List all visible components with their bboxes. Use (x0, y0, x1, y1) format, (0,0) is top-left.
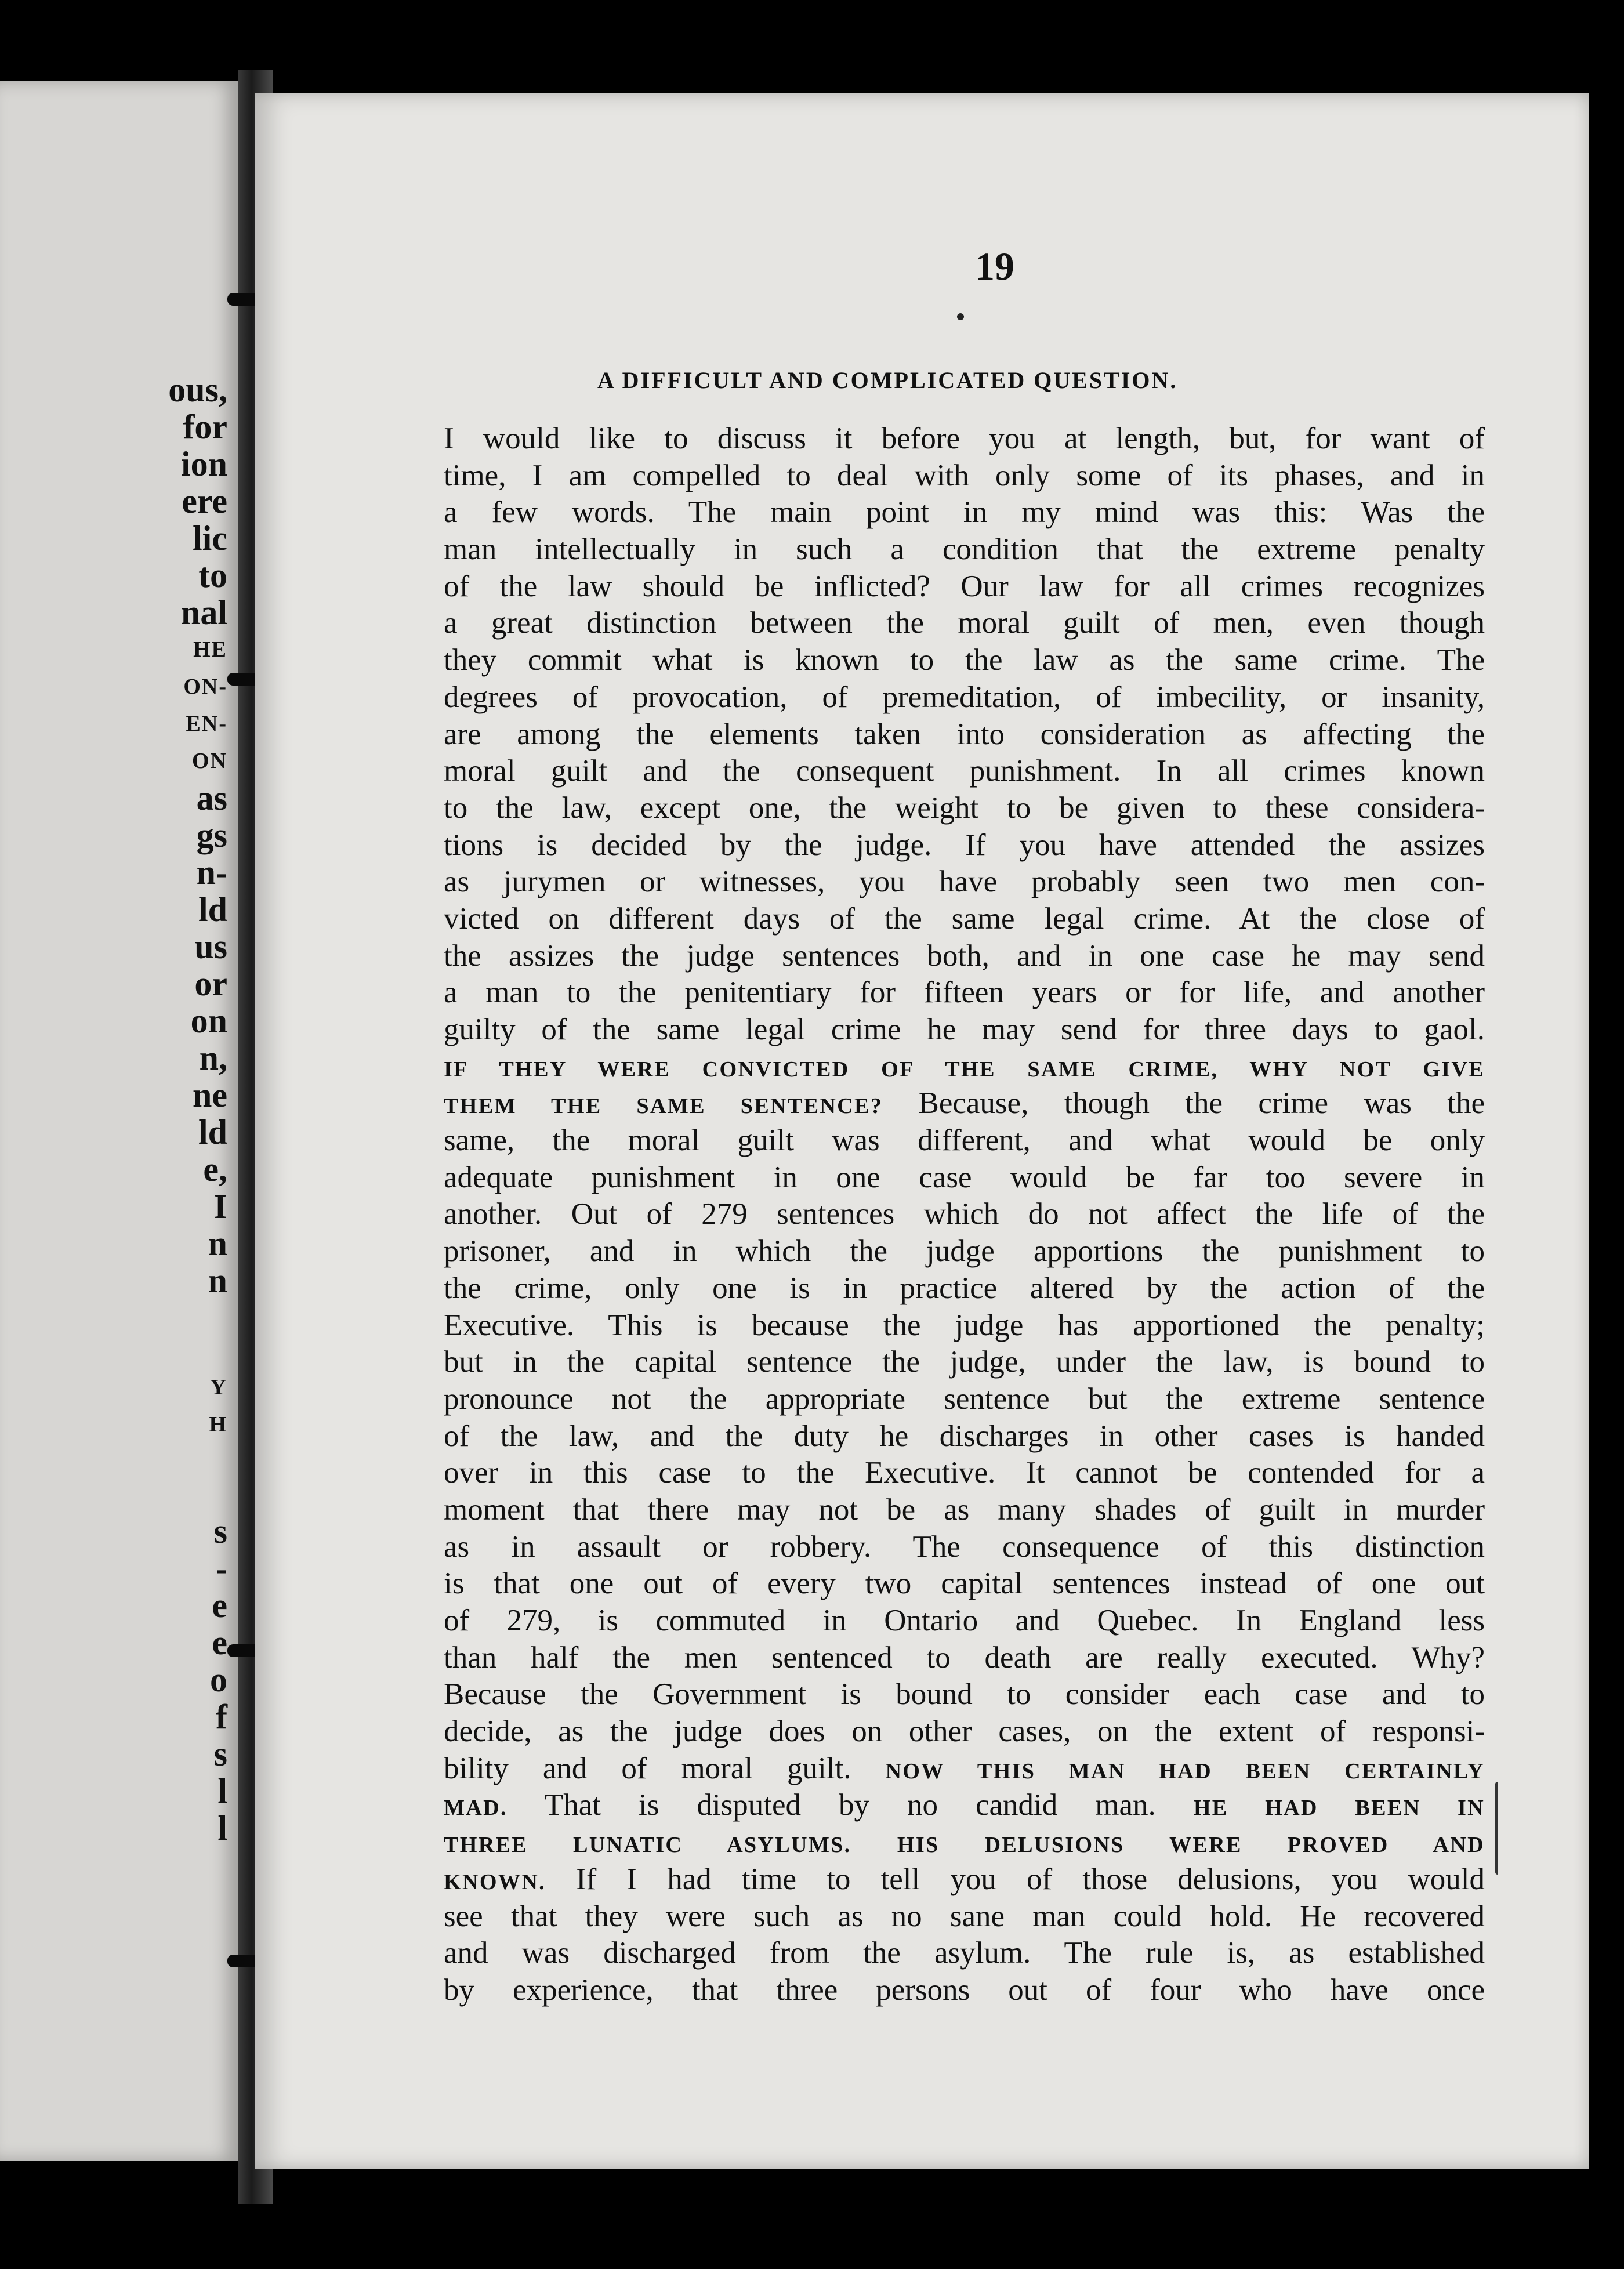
text-line (444, 1861, 1485, 1898)
text-span: of the law, and the duty he discharges in other cases is handed (444, 1419, 1485, 1453)
text-span: guilty of the same legal crime he may send for three days to gaol. (444, 1013, 1485, 1046)
body-text (444, 421, 1485, 2009)
small-caps-span: HIS DELUSIONS WERE PROVED AND (897, 1833, 1485, 1858)
left-page-fragment: e (212, 1623, 227, 1662)
text-line (444, 1529, 1485, 1566)
left-page-fragment: nal (180, 593, 227, 632)
left-page-fragment: for (183, 408, 227, 446)
text-line (444, 1122, 1485, 1159)
left-page-fragment: us (194, 927, 227, 966)
text-span (851, 1825, 897, 1859)
text-line (444, 1381, 1485, 1418)
text-span: decide, as the judge does on other cases, on the extent of responsi- (444, 1715, 1485, 1749)
text-line (444, 790, 1485, 827)
text-line (444, 494, 1485, 531)
left-page-fragment: to (198, 556, 227, 595)
small-caps-span: THEM THE SAME SENTENCE? (444, 1094, 883, 1119)
text-span: a few words. The main point in my mind was this: Was the (444, 495, 1485, 530)
text-span: moral guilt and the consequent punishment. In all crimes known (444, 754, 1485, 788)
left-page-fragment: n, (199, 1039, 227, 1077)
text-line (444, 1713, 1485, 1750)
text-line (444, 1750, 1485, 1788)
left-page-fragment: s (213, 1735, 227, 1773)
text-line (444, 1270, 1485, 1307)
left-page-fragment: on (190, 1002, 227, 1040)
text-span: man intellectually in such a condition that the extreme penalty (444, 532, 1485, 567)
text-line (444, 458, 1485, 495)
text-line (444, 679, 1485, 716)
text-span: degrees of provocation, of premeditation, of imbecility, or insanity, (444, 680, 1485, 714)
left-page-fragment: o (210, 1661, 227, 1699)
text-line (444, 938, 1485, 975)
text-line (444, 974, 1485, 1012)
text-span: of the law should be inflicted? Our law for all crimes recognizes (444, 569, 1485, 603)
left-page-fragment: H (209, 1412, 227, 1437)
text-span: That is disputed by no candid man. (507, 1788, 1194, 1822)
left-page-fragment: l (217, 1772, 227, 1810)
text-span: by experience, that three persons out of four who have once (444, 1973, 1485, 2007)
text-line (444, 1565, 1485, 1603)
text-span: another. Out of 279 sentences which do not affect the life of the (444, 1197, 1485, 1231)
text-line (444, 642, 1485, 679)
left-page-fragment: Y (210, 1375, 227, 1400)
text-line (444, 1492, 1485, 1529)
text-line (444, 421, 1485, 458)
text-span: Executive. This is because the judge has apportioned the penalty; (444, 1308, 1485, 1342)
text-span: I would like to discuss it before you at length, but, for want of (444, 422, 1485, 455)
left-page-fragment: ON (192, 749, 227, 773)
text-span: tions is decided by the judge. If you have attended the assizes (444, 828, 1485, 862)
text-line (444, 1049, 1485, 1086)
left-page-fragment: e (212, 1586, 227, 1625)
text-line (444, 1676, 1485, 1713)
text-line (444, 1307, 1485, 1344)
left-page (0, 81, 238, 2161)
section-heading: A DIFFICULT AND COMPLICATED QUESTION. (597, 367, 1178, 393)
text-line (444, 1787, 1485, 1824)
text-line (444, 1824, 1485, 1861)
page-number: 19 (975, 244, 1014, 288)
margin-mark (1495, 1782, 1501, 1875)
text-span: adequate punishment in one case would be far too severe in (444, 1160, 1485, 1194)
small-caps-span: NOW THIS MAN HAD BEEN CERTAINLY (885, 1759, 1485, 1784)
left-page-fragment: ne (193, 1076, 227, 1114)
text-span: same, the moral guilt was different, and what would be only (444, 1123, 1485, 1158)
text-line (444, 1935, 1485, 1972)
text-span: over in this case to the Executive. It cannot be contended for a (444, 1456, 1485, 1490)
text-line (444, 864, 1485, 901)
text-line (444, 531, 1485, 568)
small-caps-span: THREE LUNATIC ASYLUMS. (444, 1833, 851, 1858)
text-span: see that they were such as no sane man could hold. He recovered (444, 1899, 1485, 1933)
text-line (444, 753, 1485, 790)
text-span: are among the elements taken into consideration as affecting the (444, 717, 1485, 751)
left-page-fragment: s (213, 1512, 227, 1550)
left-page-fragment: lic (193, 519, 227, 557)
left-page-fragment: e, (203, 1150, 227, 1188)
left-page-fragment: n (208, 1224, 227, 1263)
text-span: as in assault or robbery. The consequence of this distinction (444, 1529, 1485, 1564)
small-caps-span: MAD. (444, 1796, 507, 1821)
text-line (444, 1640, 1485, 1677)
left-page-fragment: ON- (183, 675, 227, 699)
text-line (444, 827, 1485, 864)
small-caps-span: KNOWN. (444, 1869, 546, 1894)
left-page-fragment: as (196, 779, 227, 817)
text-span: victed on different days of the same legal crime. At the close of (444, 901, 1485, 936)
left-page-fragment: I (213, 1187, 227, 1226)
text-line (444, 1012, 1485, 1049)
text-span: bility and of moral guilt. (444, 1751, 886, 1785)
text-line (444, 901, 1485, 938)
text-line (444, 716, 1485, 753)
text-line (444, 1085, 1485, 1122)
left-page-fragment: ere (182, 482, 227, 520)
small-caps-span: IF THEY WERE CONVICTED OF THE SAME CRIME, WHY NOT GIVE (444, 1057, 1485, 1082)
text-span: If I had time to tell you of those delusions, you would (545, 1862, 1485, 1896)
text-line (444, 568, 1485, 606)
left-page-fragment: EN- (186, 712, 227, 736)
text-span: to the law, except one, the weight to be given to these considera- (444, 791, 1485, 825)
text-span: the crime, only one is in practice altered by the action of the (444, 1271, 1485, 1305)
text-line (444, 1159, 1485, 1197)
left-page-fragment: ion (180, 445, 227, 483)
left-page-fragment: or (194, 965, 227, 1003)
text-span: Because, though the crime was the (883, 1086, 1485, 1121)
text-line (444, 1972, 1485, 2009)
text-span: is that one out of every two capital sentences instead of one out (444, 1567, 1485, 1601)
left-page-fragment: f (216, 1698, 227, 1736)
left-page-fragment: ld (198, 1113, 227, 1151)
text-span: moment that there may not be as many shades of guilt in murder (444, 1492, 1485, 1527)
text-span: of 279, is commuted in Ontario and Quebec. In England less (444, 1604, 1485, 1637)
text-line (444, 1455, 1485, 1492)
left-page-fragment: n (208, 1262, 227, 1300)
text-span: a great distinction between the moral guilt of men, even though (444, 606, 1485, 640)
text-line (444, 1898, 1485, 1935)
text-span: as jurymen or witnesses, you have probably seen two men con- (444, 865, 1485, 899)
text-span: Because the Government is bound to consider each case and to (444, 1677, 1485, 1712)
text-span: a man to the penitentiary for fifteen years or for life, and another (444, 976, 1485, 1010)
left-page-fragment: n- (196, 853, 227, 891)
text-line (444, 1196, 1485, 1233)
text-span: they commit what is known to the law as the same crime. The (444, 643, 1485, 677)
text-span: the assizes the judge sentences both, and in one case he may send (444, 938, 1485, 973)
small-caps-span: HE HAD BEEN IN (1193, 1796, 1485, 1821)
text-span: pronounce not the appropriate sentence but the extreme sentence (444, 1382, 1485, 1416)
left-page-fragment: gs (196, 816, 227, 854)
text-line (444, 605, 1485, 642)
text-span: prisoner, and in which the judge apportions the punishment to (444, 1234, 1485, 1268)
text-line (444, 1418, 1485, 1455)
left-page-fragment: l (217, 1809, 227, 1847)
text-span: but in the capital sentence the judge, under the law, is bound to (444, 1345, 1485, 1379)
left-page-fragment: - (216, 1549, 227, 1587)
text-span: and was discharged from the asylum. The rule is, as established (444, 1936, 1485, 1970)
text-line (444, 1233, 1485, 1270)
left-page-fragment: ld (198, 890, 227, 929)
text-span: time, I am compelled to deal with only some of its phases, and in (444, 458, 1485, 492)
text-span: than half the men sentenced to death are really executed. Why? (444, 1640, 1485, 1674)
left-page-fragment: HE (193, 637, 227, 662)
text-line (444, 1603, 1485, 1640)
text-line (444, 1344, 1485, 1381)
left-page-fragment: ous, (168, 371, 227, 409)
ink-dot (957, 313, 964, 320)
